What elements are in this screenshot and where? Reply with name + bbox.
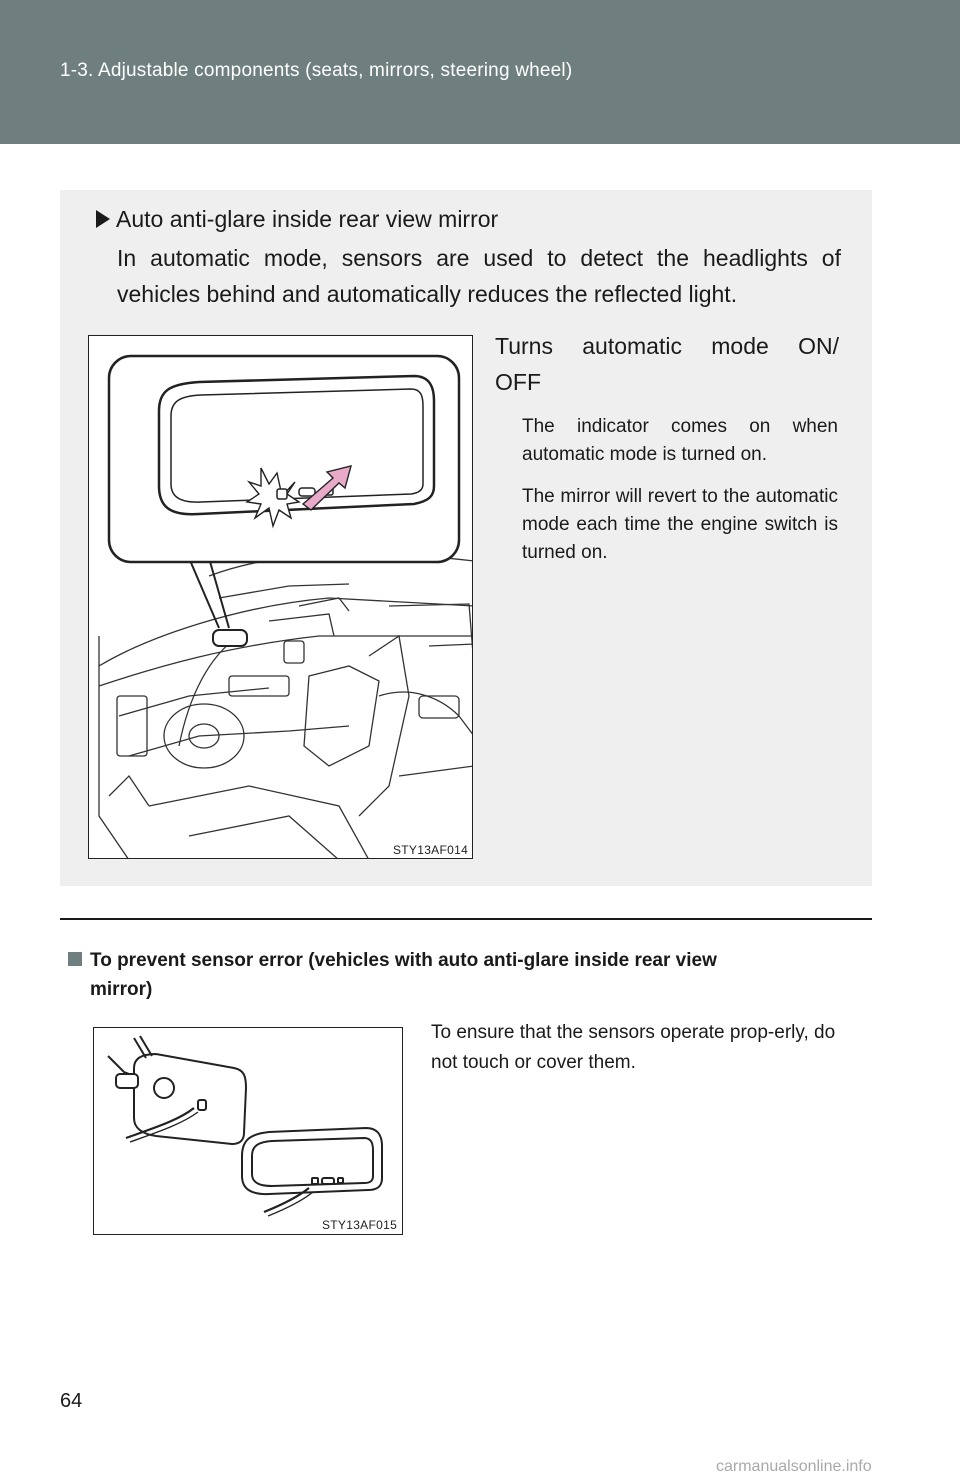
page-number: 64 — [60, 1390, 83, 1412]
section-description: To ensure that the sensors operate prop-erly, do not touch or cover them. — [431, 1022, 836, 1073]
car-interior-drawing — [89, 336, 473, 859]
revert-note: The mirror will revert to the automatic mode each time the engine switch is turned on. — [522, 486, 838, 563]
mirror-sensors-drawing — [94, 1028, 403, 1235]
feature-description — [117, 240, 841, 312]
feature-description-line-2: vehicles behind and automatically reduces the reflected light. — [117, 281, 738, 307]
watermark: carmanualsonline.info — [716, 1458, 872, 1475]
figure-code-2: STY13AF015 — [322, 1218, 398, 1232]
page-header — [0, 0, 960, 144]
callout-line-1: Turns automatic mode ON/ — [495, 333, 839, 359]
triangle-bullet-icon — [96, 210, 110, 228]
feature-description-line-1: In automatic mode, sensors are used to detect the headlights of — [117, 245, 841, 271]
callout-line-2: OFF — [495, 369, 541, 395]
mirror-interior-illustration — [88, 335, 473, 859]
chapter-title: 1-3. Adjustable components (seats, mirrors, steering wheel) — [60, 60, 573, 81]
section-heading-line-1: To prevent sensor error (vehicles with auto anti-glare inside rear view — [90, 950, 717, 971]
feature-heading — [96, 206, 498, 233]
section-heading-line-2: mirror) — [90, 979, 153, 1000]
square-bullet-icon — [68, 952, 82, 966]
mirror-sensors-illustration — [93, 1027, 403, 1235]
section-divider — [60, 918, 872, 920]
switch-callout — [495, 328, 839, 400]
section-heading — [68, 946, 868, 1004]
figure-code-1: STY13AF014 — [393, 843, 469, 857]
feature-heading-text: Auto anti-glare inside rear view mirror — [116, 206, 499, 232]
indicator-note: The indicator comes on when automatic mode is turned on. — [522, 416, 838, 465]
